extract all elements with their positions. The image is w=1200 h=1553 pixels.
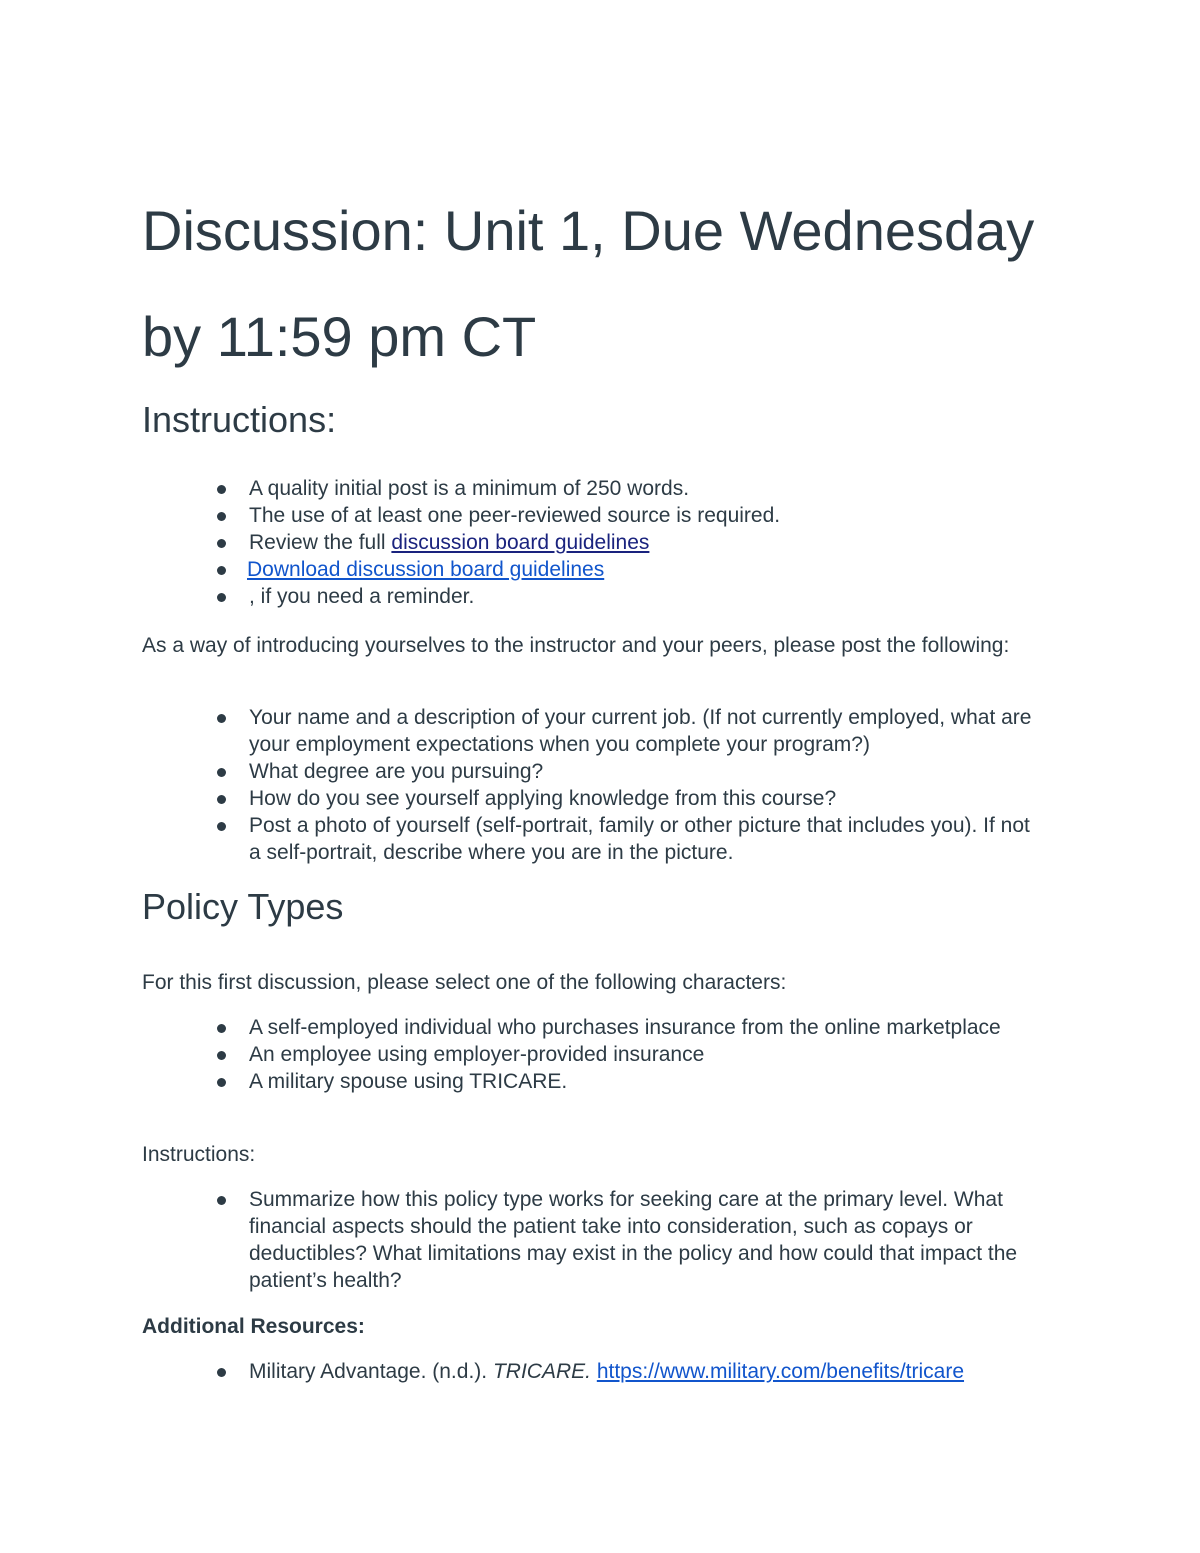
list-item-text: A self-employed individual who purchases insurance from the online marketplace: [249, 1016, 1001, 1039]
additional-resources-heading: Additional Resources:: [142, 1315, 365, 1338]
policy-paragraph: For this first discussion, please select one of the following characters:: [142, 971, 787, 994]
resources-list: [142, 1358, 1042, 1385]
download-guidelines-link[interactable]: Download discussion board guidelines: [247, 558, 605, 581]
bullet-icon: [217, 512, 226, 521]
intro-list: [142, 704, 1042, 866]
list-item: [142, 704, 1042, 758]
list-item-text: A military spouse using TRICARE.: [249, 1070, 568, 1093]
list-item-text: Post a photo of yourself (self-portrait, family or other picture that includes you). If not a self-portrait, describe where you are in the picture.: [249, 814, 1030, 864]
list-item-text: The use of at least one peer-reviewed source is required.: [249, 504, 781, 527]
list-item: [142, 812, 1042, 866]
list-item: [142, 785, 1042, 812]
bullet-icon: [217, 1196, 226, 1205]
list-item: [142, 758, 1042, 785]
page-title: Discussion: Unit 1, Due Wednesday by 11:59 pm CT: [142, 199, 1035, 368]
bullet-icon: [217, 1368, 226, 1377]
list-item-text: Review the full: [249, 531, 392, 554]
bullet-icon: [217, 795, 226, 804]
list-item: [142, 556, 1042, 583]
guidelines-link[interactable]: discussion board guidelines: [391, 531, 650, 554]
list-item: [142, 1358, 1042, 1385]
bullet-icon: [217, 1024, 226, 1033]
list-item-text: , if you need a reminder.: [249, 585, 475, 608]
characters-list: [142, 1014, 1042, 1095]
bullet-icon: [217, 714, 226, 723]
citation-title: TRICARE.: [492, 1360, 591, 1383]
list-item-text: What degree are you pursuing?: [249, 760, 544, 783]
list-item-text: How do you see yourself applying knowledge from this course?: [249, 787, 837, 810]
bullet-icon: [217, 539, 226, 548]
instructions-list: [142, 475, 1042, 610]
tricare-link[interactable]: https://www.military.com/benefits/tricare: [596, 1360, 965, 1383]
list-item: [142, 1041, 1042, 1068]
list-item: [142, 1014, 1042, 1041]
list-item: [142, 502, 1042, 529]
bullet-icon: [217, 1051, 226, 1060]
list-item: [142, 1186, 1042, 1294]
intro-paragraph: As a way of introducing yourselves to the instructor and your peers, please post the following:: [142, 634, 1010, 657]
instructions-label: Instructions:: [142, 1143, 256, 1166]
bullet-icon: [217, 1078, 226, 1087]
bullet-icon: [217, 768, 226, 777]
instructions-heading: Instructions:: [142, 399, 337, 440]
instructions2-list: [142, 1186, 1042, 1294]
list-item-text: A quality initial post is a minimum of 250 words.: [249, 477, 690, 500]
list-item: [142, 529, 1042, 556]
bullet-icon: [217, 566, 226, 575]
bullet-icon: [217, 822, 226, 831]
list-item-text: Your name and a description of your current job. (If not currently employed, what are your employment expectations when you complete your program?): [249, 706, 1032, 756]
list-item: [142, 583, 1042, 610]
bullet-icon: [217, 485, 226, 494]
list-item-text: Summarize how this policy type works for seeking care at the primary level. What financial aspects should the patient take into consideration, such as copays or deductibles? What limitations may exist in the policy and how could that impact the patient’s health?: [249, 1188, 1018, 1292]
policy-types-heading: Policy Types: [142, 886, 344, 927]
list-item-text: An employee using employer-provided insurance: [249, 1043, 705, 1066]
bullet-icon: [217, 593, 226, 602]
citation-text: Military Advantage. (n.d.).: [249, 1360, 493, 1383]
list-item: [142, 1068, 1042, 1095]
list-item: [142, 475, 1042, 502]
